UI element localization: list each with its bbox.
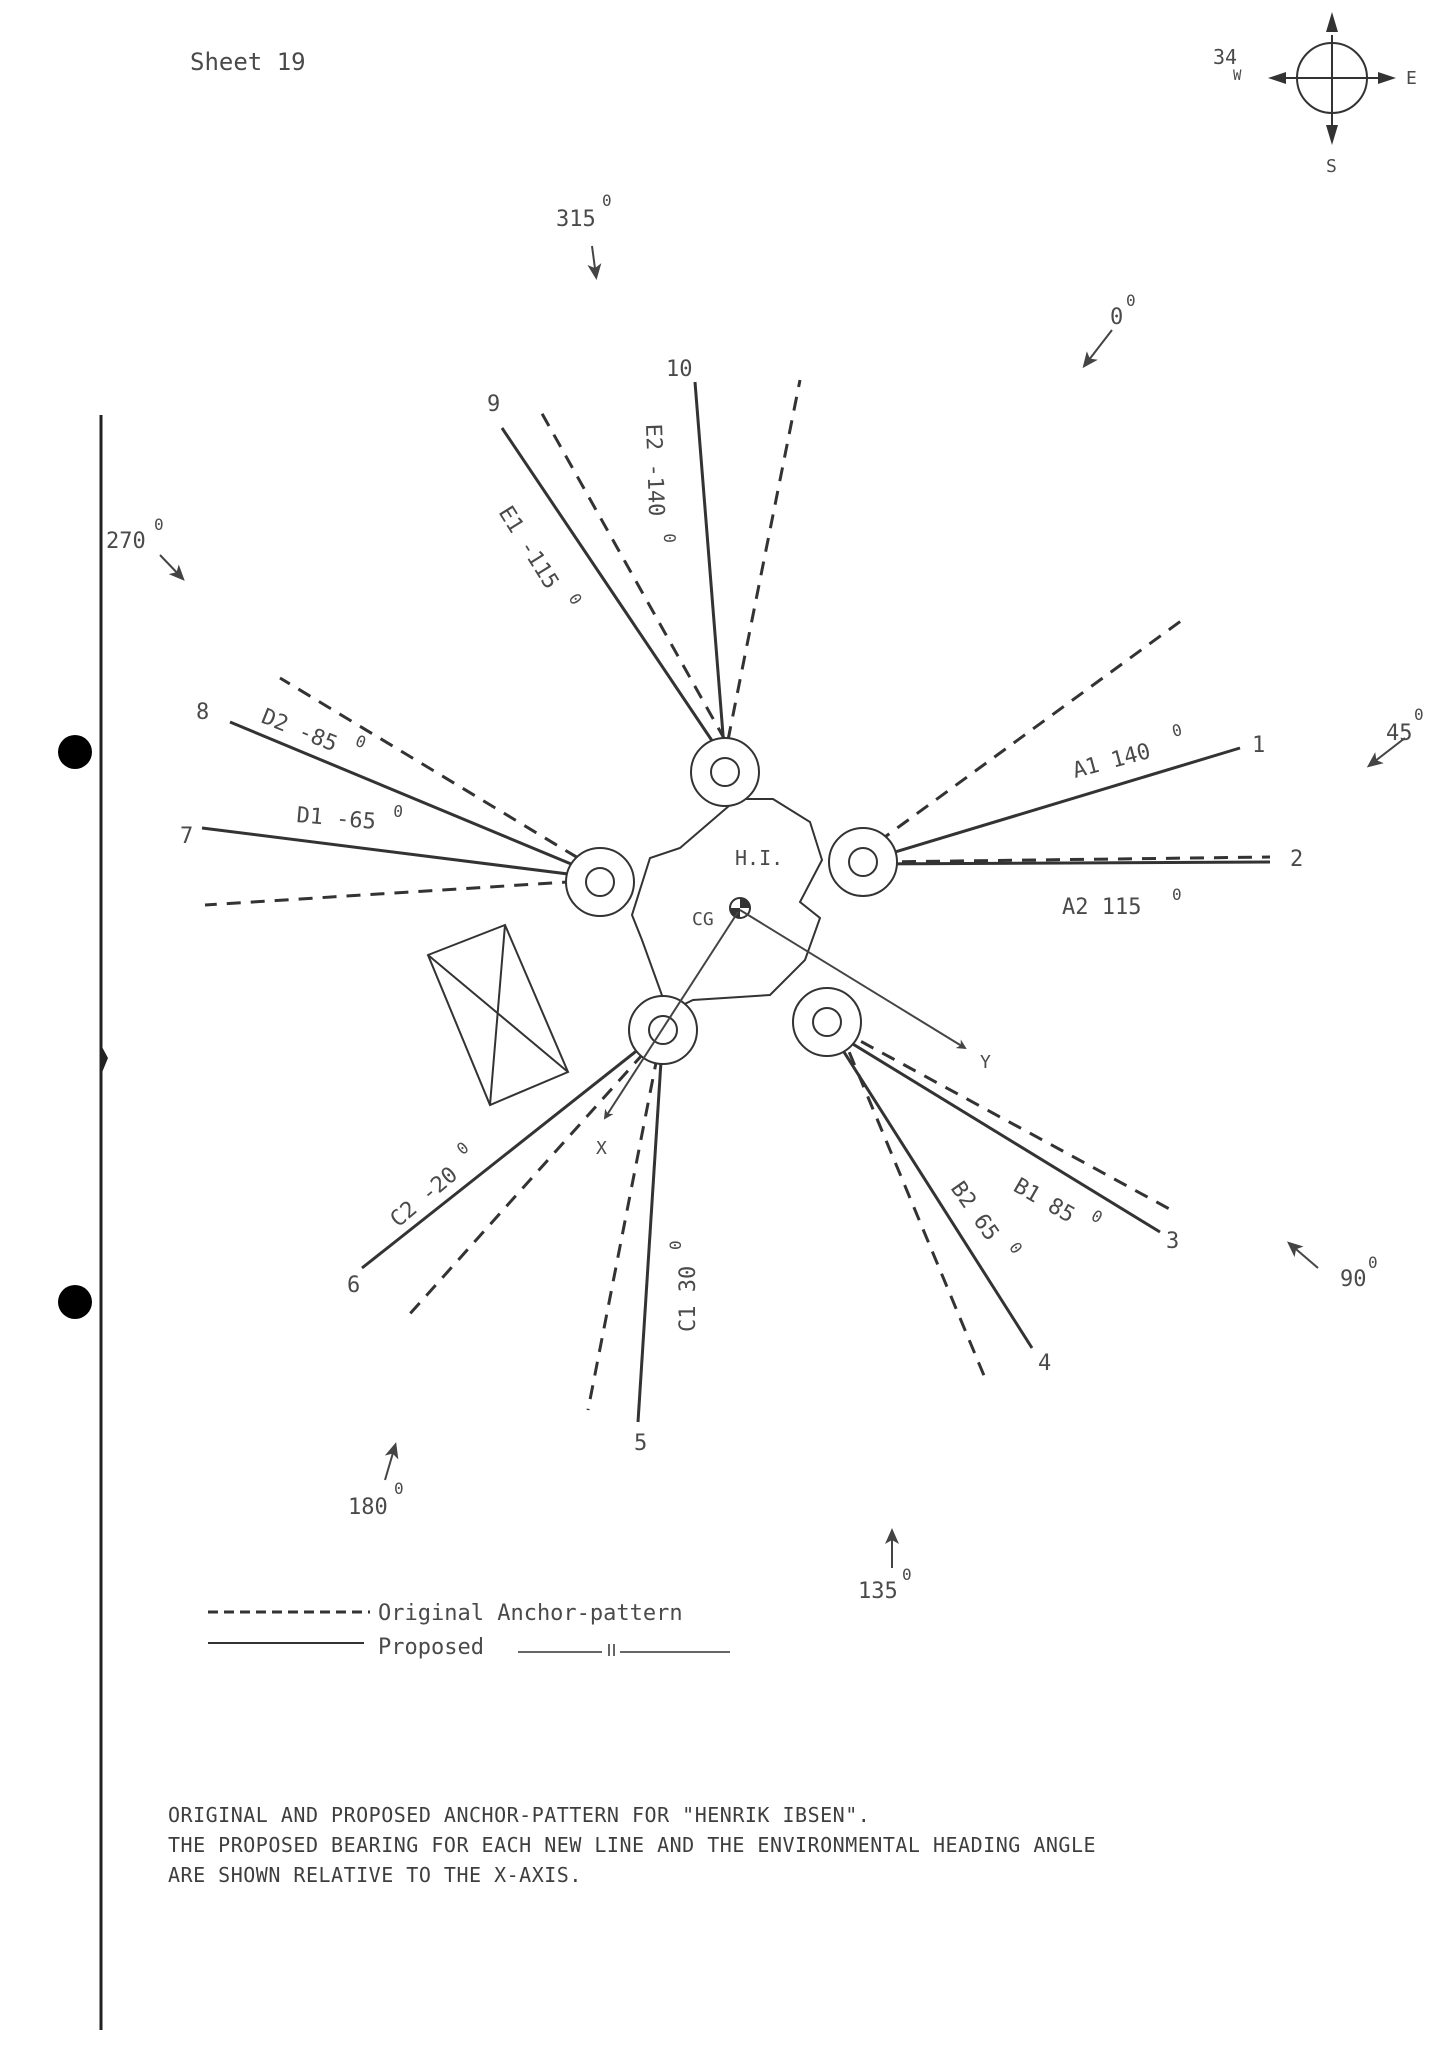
caption-line-1: ORIGINAL AND PROPOSED ANCHOR-PATTERN FOR "HENRIK IBSEN". xyxy=(168,1803,871,1827)
bearing-label-a2 xyxy=(1062,885,1182,920)
caption-line-3: ARE SHOWN RELATIVE TO THE X-AXIS. xyxy=(168,1863,582,1887)
caption-line-2: THE PROPOSED BEARING FOR EACH NEW LINE AND THE ENVIRONMENTAL HEADING ANGLE xyxy=(168,1833,1097,1857)
sheet-title: Sheet 19 xyxy=(190,48,306,76)
anchor-point-4: 4 xyxy=(1038,1351,1052,1376)
svg-text:180: 180 xyxy=(348,1495,388,1520)
proposed-line-e1 xyxy=(502,428,725,760)
anchor-point-9: 9 xyxy=(487,392,501,417)
bearing-label-c1 xyxy=(666,1240,701,1332)
svg-text:0: 0 xyxy=(1088,1205,1106,1228)
punch-hole-lower xyxy=(58,1285,92,1319)
heading-arrow-270 xyxy=(160,555,182,578)
svg-text:0: 0 xyxy=(1110,305,1124,330)
heading-arrow-0 xyxy=(1085,330,1112,365)
proposed-line-e2 xyxy=(695,382,725,760)
svg-text:A1 140: A1 140 xyxy=(1070,739,1154,784)
compass-south-arrow-icon xyxy=(1326,125,1338,145)
pontoon-a-inner xyxy=(849,848,877,876)
compass-east-label: E xyxy=(1406,68,1417,89)
svg-text:90: 90 xyxy=(1340,1267,1367,1292)
svg-text:0: 0 xyxy=(352,731,369,753)
anchor-point-3: 3 xyxy=(1166,1229,1180,1254)
svg-text:B1 85: B1 85 xyxy=(1009,1173,1079,1229)
svg-text:0: 0 xyxy=(392,801,404,822)
bearing-label-e2 xyxy=(640,423,679,544)
margin-mark xyxy=(101,1045,108,1075)
original-line-e2 xyxy=(728,380,800,740)
proposed-line-a1 xyxy=(862,748,1240,862)
svg-text:D1 -65: D1 -65 xyxy=(295,803,377,835)
heading-label-90 xyxy=(1340,1253,1378,1292)
compass-north-label: 34 xyxy=(1213,45,1238,69)
original-line-d1 xyxy=(205,880,600,905)
svg-text:0: 0 xyxy=(1414,705,1424,724)
svg-text:315: 315 xyxy=(556,207,596,232)
compass-north-arrow-icon xyxy=(1326,12,1338,32)
legend-proposed-label: Proposed xyxy=(378,1635,484,1660)
heading-arrow-90 xyxy=(1290,1244,1318,1268)
proposed-line-b1 xyxy=(830,1030,1160,1232)
compass-east-arrow-icon xyxy=(1378,72,1396,84)
anchor-point-1: 1 xyxy=(1252,733,1266,758)
anchor-point-8: 8 xyxy=(196,700,210,725)
anchor-point-7: 7 xyxy=(180,824,194,849)
compass-south-label: S xyxy=(1326,156,1337,177)
original-line-e1 xyxy=(540,410,725,740)
original-line-b1 xyxy=(840,1030,1175,1212)
pontoon-e-inner xyxy=(711,758,739,786)
svg-text:0: 0 xyxy=(659,532,680,544)
cg-label: CG xyxy=(692,909,714,930)
svg-text:0: 0 xyxy=(154,515,164,534)
svg-text:45: 45 xyxy=(1386,721,1413,746)
anchor-point-5: 5 xyxy=(634,1431,648,1456)
svg-text:E1 -115: E1 -115 xyxy=(492,501,564,594)
heading-label-135 xyxy=(858,1565,912,1604)
legend xyxy=(208,1601,730,1660)
svg-text:0: 0 xyxy=(452,1137,473,1159)
svg-text:270: 270 xyxy=(106,529,146,554)
vessel-name: H.I. xyxy=(735,846,784,870)
compass-west-label: W xyxy=(1233,68,1242,84)
heading-arrow-315 xyxy=(592,246,596,276)
anchor-point-10: 10 xyxy=(666,357,693,382)
bearing-label-d1 xyxy=(295,793,403,837)
bearing-label-a1 xyxy=(1067,720,1188,784)
x-axis-label: X xyxy=(596,1138,607,1159)
svg-text:0: 0 xyxy=(902,1565,912,1584)
svg-text:0: 0 xyxy=(564,589,586,609)
bearing-label-b1 xyxy=(1009,1165,1106,1241)
heading-label-315 xyxy=(556,191,612,232)
heading-label-270 xyxy=(106,515,164,554)
svg-text:135: 135 xyxy=(858,1579,898,1604)
proposed-line-c2 xyxy=(362,1030,663,1268)
heading-arrow-180 xyxy=(385,1446,395,1480)
deck-rectangle xyxy=(428,925,568,1105)
svg-text:C2 -20: C2 -20 xyxy=(385,1162,463,1233)
compass-rose xyxy=(1275,35,1390,125)
anchor-point-6: 6 xyxy=(347,1273,361,1298)
vessel-hull xyxy=(632,799,822,1012)
legend-ditto-mark xyxy=(518,1644,730,1656)
proposed-line-a2 xyxy=(862,862,1270,864)
heading-label-180 xyxy=(348,1479,404,1520)
original-line-a1 xyxy=(878,618,1185,842)
legend-original-label: Original Anchor-pattern xyxy=(378,1601,683,1626)
svg-text:0: 0 xyxy=(1172,885,1182,904)
heading-label-0 xyxy=(1110,291,1136,330)
svg-text:C1 30: C1 30 xyxy=(676,1265,701,1332)
svg-text:A2 115: A2 115 xyxy=(1062,895,1142,920)
figure-caption xyxy=(168,1800,1338,1890)
svg-text:0: 0 xyxy=(1126,291,1136,310)
svg-text:0: 0 xyxy=(394,1479,404,1498)
pontoon-b-inner xyxy=(813,1008,841,1036)
svg-text:D2 -85: D2 -85 xyxy=(257,704,341,758)
anchor-point-2: 2 xyxy=(1290,847,1304,872)
svg-text:0: 0 xyxy=(1005,1238,1027,1258)
svg-text:E2 -140: E2 -140 xyxy=(640,423,669,517)
heading-label-45 xyxy=(1386,705,1424,746)
bearing-label-e1 xyxy=(493,497,586,617)
y-axis-label: Y xyxy=(980,1052,991,1073)
proposed-line-b2 xyxy=(830,1030,1032,1348)
svg-text:0: 0 xyxy=(602,191,612,210)
compass-west-arrow-icon xyxy=(1268,72,1286,84)
svg-text:0: 0 xyxy=(666,1240,685,1250)
proposed-line-d2 xyxy=(230,722,600,876)
original-line-d2 xyxy=(280,678,598,870)
svg-text:0: 0 xyxy=(1368,1253,1378,1272)
svg-text:B2 65: B2 65 xyxy=(945,1177,1004,1246)
pontoon-d-inner xyxy=(586,868,614,896)
proposed-line-d1 xyxy=(202,828,600,878)
punch-hole-upper xyxy=(58,735,92,769)
svg-text:0: 0 xyxy=(1169,720,1185,741)
